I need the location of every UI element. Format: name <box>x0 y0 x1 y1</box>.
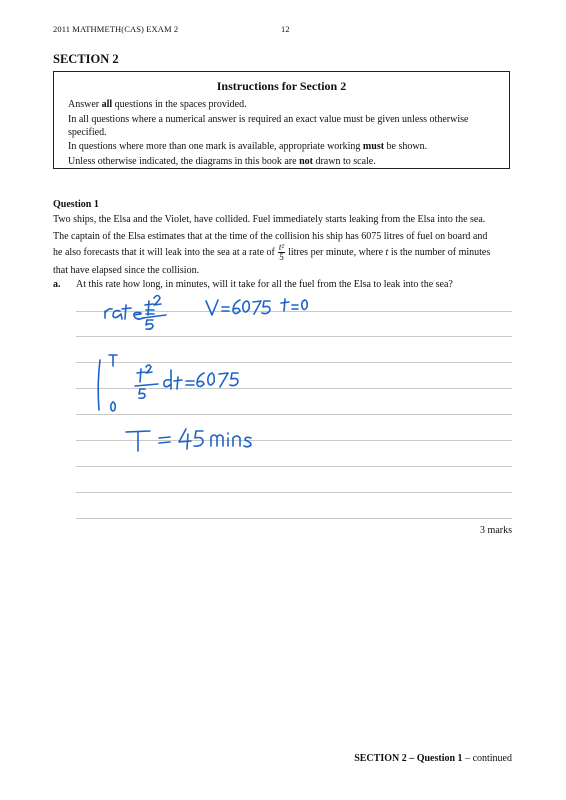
page-number: 12 <box>281 24 290 34</box>
question-line-2: The captain of the Elsa estimates that at the time of the collision his ship has 6075 litres of fuel on board and <box>53 231 488 242</box>
part-a-text: At this rate how long, in minutes, will it take for all the fuel from the Elsa to leak into the sea? <box>76 279 453 290</box>
question-line-3: he also forecasts that it will leak into the sea at a rate of $\frac{\text{t²}}{5}$ litres per minute, where t is the number of minutes <box>53 242 491 262</box>
instructions-title: Instructions for Section 2 <box>216 79 347 93</box>
handwriting-line-3 <box>126 429 251 451</box>
rate-fraction: $\frac{\text{t²}}{5}$ <box>278 242 285 262</box>
instruction-line-4: Unless otherwise indicated, the diagrams in this book are not drawn to scale. <box>68 156 376 167</box>
handwriting-line-2 <box>98 355 238 411</box>
part-a-label: a. <box>53 279 61 290</box>
instruction-line-2: In all questions where a numerical answer is required an exact value must be given unless otherwise specified. <box>68 114 469 138</box>
handwriting-line-1 <box>105 296 307 330</box>
instruction-line-3: In questions where more than one mark is available, appropriate working must be shown. <box>68 141 428 152</box>
question-title: Question 1 <box>53 199 99 210</box>
exam-header: 2011 MATHMETH(CAS) EXAM 2 <box>53 24 179 34</box>
page-footer: SECTION 2 – Question 1 – continued <box>354 753 512 764</box>
question-intro: Two ships, the Elsa and the Violet, have collided. Fuel immediately starts leaking from the Elsa into the sea. <box>53 214 486 225</box>
section-title: SECTION 2 <box>53 52 119 66</box>
instruction-line-1: Answer all questions in the spaces provided. <box>68 99 247 110</box>
marks-label: 3 marks <box>480 525 512 536</box>
question-line-4: that have elapsed since the collision. <box>53 265 200 276</box>
